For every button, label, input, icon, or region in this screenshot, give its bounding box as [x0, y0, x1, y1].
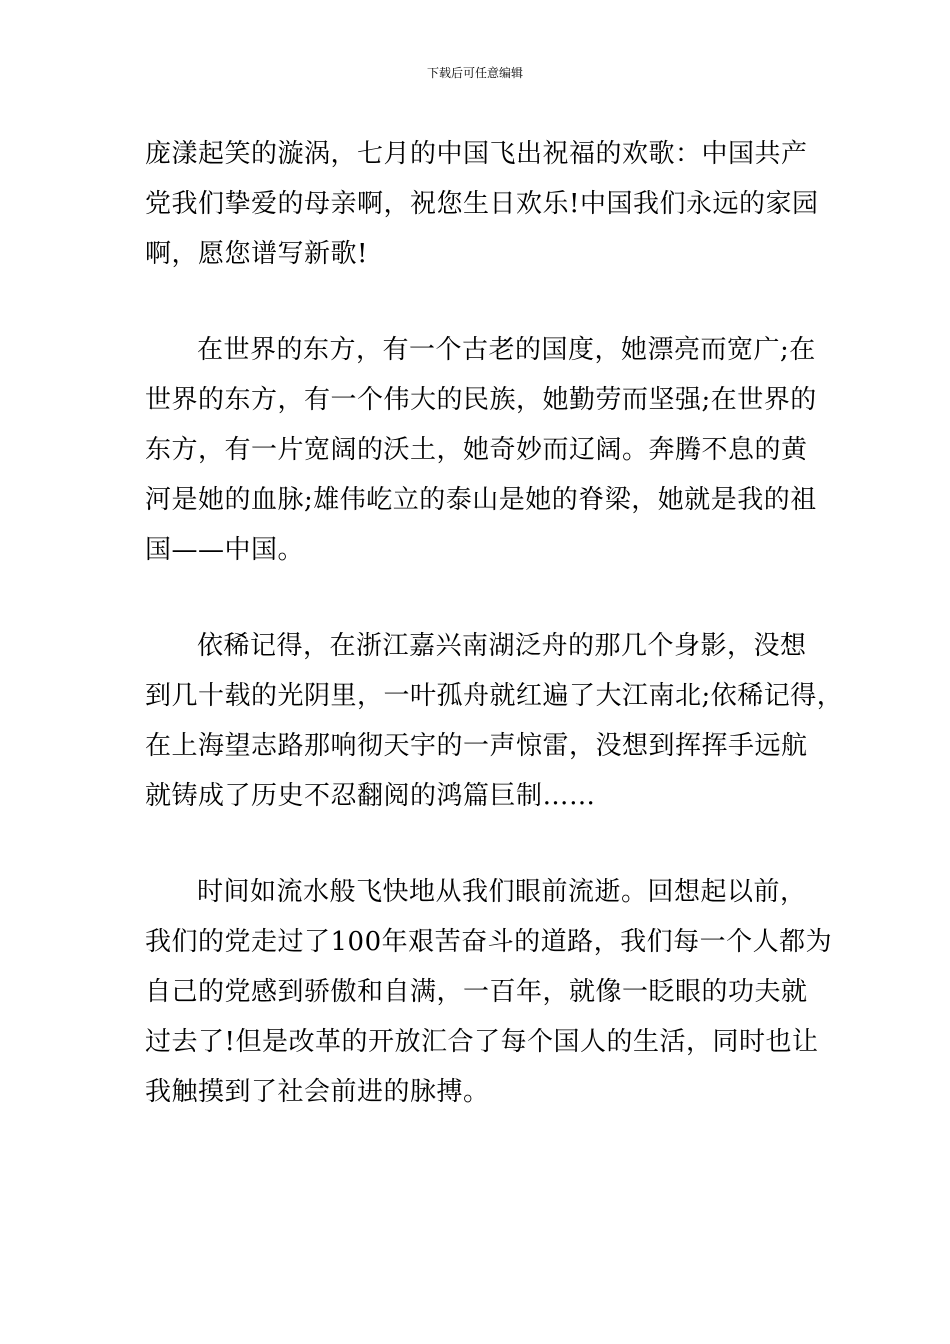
paragraph-line: 到几十载的光阴里，一叶孤舟就红遍了大江南北;依稀记得， — [145, 681, 844, 711]
paragraph-line: 河是她的血脉;雄伟屹立的泰山是她的脊梁，她就是我的祖 — [145, 485, 817, 515]
paragraph-line: 东方，有一片宽阔的沃土，她奇妙而辽阔。奔腾不息的黄 — [145, 435, 808, 465]
paragraph-line: 庞漾起笑的漩涡，七月的中国飞出祝福的欢歌：中国共产 — [145, 139, 808, 169]
paragraph-line: 在上海望志路那响彻天宇的一声惊雷，没想到挥挥手远航 — [145, 731, 808, 761]
paragraph-1 — [145, 129, 819, 279]
paragraph-4 — [145, 867, 833, 1117]
paragraph-3 — [145, 621, 844, 821]
paragraph-line: 国——中国。 — [145, 535, 305, 565]
paragraph-line: 我们的党走过了100年艰苦奋斗的道路，我们每一个人都为 — [145, 927, 833, 957]
document-body — [145, 129, 844, 1163]
paragraph-line: 依稀记得，在浙江嘉兴南湖泛舟的那几个身影，没想 — [197, 631, 807, 661]
page-header: 下载后可任意编辑 — [426, 66, 523, 80]
paragraph-line: 时间如流水般飞快地从我们眼前流逝。回想起以前， — [197, 877, 807, 907]
paragraph-line: 自己的党感到骄傲和自满，一百年，就像一眨眼的功夫就 — [145, 977, 808, 1007]
paragraph-line: 啊，愿您谱写新歌! — [145, 239, 368, 269]
paragraph-2 — [145, 325, 815, 575]
paragraph-line: 在世界的东方，有一个古老的国度，她漂亮而宽广;在 — [197, 335, 816, 365]
paragraph-line: 世界的东方，有一个伟大的民族，她勤劳而坚强;在世界的 — [145, 385, 817, 415]
paragraph-line: 我触摸到了社会前进的脉搏。 — [145, 1077, 490, 1107]
paragraph-line: 过去了!但是改革的开放汇合了每个国人的生活，同时也让 — [145, 1027, 819, 1057]
paragraph-line: 就铸成了历史不忍翻阅的鸿篇巨制…… — [145, 781, 596, 811]
paragraph-line: 党我们挚爱的母亲啊，祝您生日欢乐!中国我们永远的家园 — [145, 189, 819, 219]
